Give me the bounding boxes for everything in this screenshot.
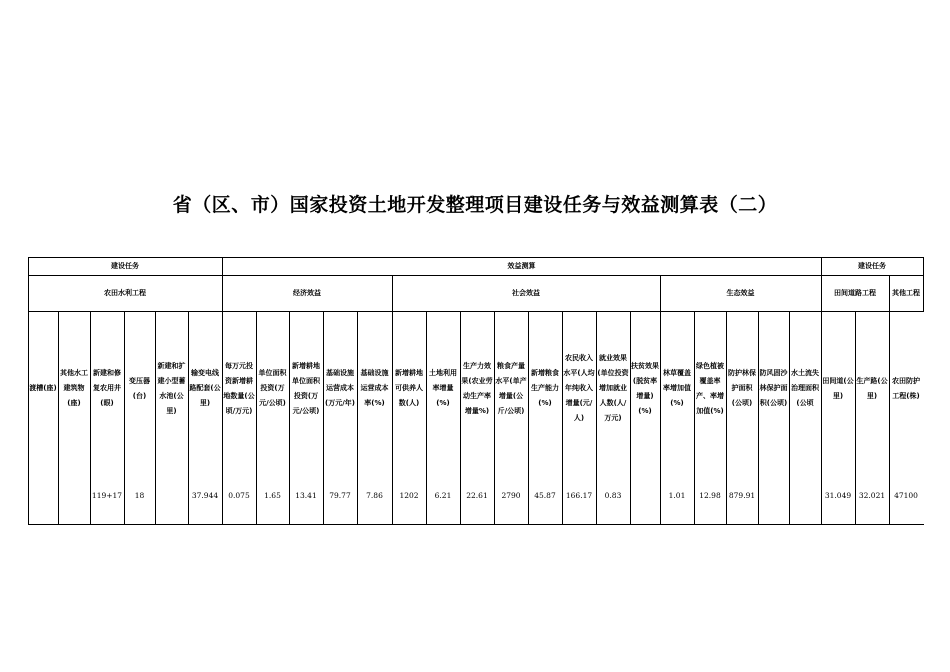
column-value-c25: 31.049 xyxy=(824,490,852,500)
column-value-c9: 13.41 xyxy=(295,490,317,500)
grid-line-column xyxy=(855,311,856,524)
grid-line-group xyxy=(28,275,924,276)
grid-line-column xyxy=(256,311,257,524)
grid-line-column xyxy=(821,311,822,524)
group-irrigation: 农田水利工程 xyxy=(104,288,146,297)
grid-line-column xyxy=(323,311,324,524)
column-value-c26: 32.021 xyxy=(858,490,886,500)
column-header-c19: 扶贫效果(脱贫率增量)(%) xyxy=(631,361,659,415)
grid-line-right xyxy=(923,257,924,311)
grid-line-column xyxy=(124,311,125,524)
grid-line-column xyxy=(889,311,890,524)
column-value-c2 xyxy=(58,466,90,524)
grid-line-column xyxy=(460,311,461,524)
grid-line-column xyxy=(528,311,529,524)
column-header-c6: 输变电线路配套(公里) xyxy=(189,369,221,407)
column-value-c27: 47100 xyxy=(894,490,918,500)
column-header-c13: 土地利用率增量(%) xyxy=(429,369,457,407)
column-value-c20: 1.01 xyxy=(668,490,686,500)
grid-line-column xyxy=(155,311,156,524)
column-header-c15: 粮食产量水平(单产增量(公斤/公顷) xyxy=(495,361,527,415)
column-header-c8: 单位面积投资(万元/公顷) xyxy=(258,369,287,407)
grid-line-column xyxy=(426,311,427,524)
column-header-c11: 基础设施运营成本率(%) xyxy=(360,369,389,407)
grid-line-left xyxy=(28,257,29,524)
column-value-c17: 166.17 xyxy=(565,490,593,500)
grid-line-column xyxy=(596,311,597,524)
column-header-c26: 生产路(公里) xyxy=(856,376,888,400)
column-value-c4: 18 xyxy=(134,490,145,500)
column-header-c3: 新建和修复农用井(眼) xyxy=(93,369,121,407)
page-title: 省（区、市）国家投资土地开发整理项目建设任务与效益测算表（二） xyxy=(172,194,778,216)
grid-line-column xyxy=(630,311,631,524)
column-value-c1 xyxy=(28,466,58,524)
grid-line-column xyxy=(392,311,393,524)
column-header-c12: 新增耕地可供养人数(人) xyxy=(395,369,423,407)
grid-line-column xyxy=(289,311,290,524)
grid-line-column xyxy=(562,311,563,524)
column-value-c3: 119+17 xyxy=(91,490,123,500)
column-header-c2: 其他水工建筑物(座) xyxy=(60,369,88,407)
column-header-c10: 基础设施运营成本(万元/年) xyxy=(325,369,355,407)
column-value-c10: 79.77 xyxy=(329,490,351,500)
group-economic: 经济效益 xyxy=(293,288,321,297)
grid-line-column xyxy=(726,311,727,524)
column-value-c21: 12.98 xyxy=(699,490,721,500)
column-header-c1: 渡槽(座) xyxy=(29,384,57,392)
column-value-c7: 0.075 xyxy=(228,490,250,500)
column-header-c22: 防护林保护面积(公顷) xyxy=(728,369,756,407)
group-road: 田间道路工程 xyxy=(834,288,876,297)
column-header-c18: 就业效果(单位投资增加就业人数(人/万元) xyxy=(597,354,629,422)
grid-line-column xyxy=(660,311,661,524)
column-value-c18: 0.83 xyxy=(604,490,622,500)
column-header-c23: 防风固沙林保护面积(公顷) xyxy=(759,369,788,407)
column-value-c15: 2790 xyxy=(501,490,521,500)
column-value-c23 xyxy=(758,466,789,524)
column-value-c19 xyxy=(630,466,660,524)
grid-line-column xyxy=(58,311,59,524)
group-construction-left: 建设任务 xyxy=(111,261,139,270)
column-value-c22: 879.91 xyxy=(728,490,756,500)
group-ecological: 生态效益 xyxy=(726,288,755,297)
grid-line-top xyxy=(28,257,924,258)
column-value-c24 xyxy=(789,466,821,524)
column-header-c14: 生产力效果(农业劳动生产率增量%) xyxy=(461,361,493,415)
group-construction-right: 建设任务 xyxy=(858,261,886,270)
column-value-c12: 1202 xyxy=(399,490,419,500)
column-header-c16: 新增粮食生产能力(%) xyxy=(531,369,559,407)
column-value-c5 xyxy=(155,466,188,524)
column-value-c16: 45.87 xyxy=(534,490,556,500)
column-value-c8: 1.65 xyxy=(264,490,281,500)
grid-line-column xyxy=(494,311,495,524)
grid-line-column xyxy=(188,311,189,524)
group-other: 其他工程 xyxy=(892,288,920,297)
column-header-c24: 水土流失治理面积(公顷 xyxy=(791,369,819,407)
column-header-c17: 农民收入水平(人均年纯收入增量(元/人) xyxy=(563,354,595,422)
column-header-c25: 田间道(公里) xyxy=(822,376,854,400)
column-value-c6: 37.944 xyxy=(191,490,219,500)
column-header-c21: 绿色植被覆盖率产、率增加值(%) xyxy=(696,361,724,415)
column-header-c9: 新增耕地单位面积投资(万元/公顷) xyxy=(292,361,320,415)
grid-line-column xyxy=(694,311,695,524)
grid-line-bottom xyxy=(28,524,924,525)
column-header-c7: 每万元投资新增耕地数量(公顷/万元) xyxy=(223,361,255,415)
column-value-c11: 7.86 xyxy=(366,490,383,500)
column-value-c13: 6.21 xyxy=(434,490,452,500)
grid-line-column xyxy=(90,311,91,524)
group-benefit: 效益测算 xyxy=(507,261,536,270)
column-value-c14: 22.61 xyxy=(466,490,488,500)
column-header-c5: 新建和扩建小型蓄水池(公里) xyxy=(157,361,186,415)
group-social: 社会效益 xyxy=(512,288,540,297)
grid-line-column xyxy=(357,311,358,524)
column-header-c27: 农田防护工程(株) xyxy=(892,376,920,400)
grid-line-column xyxy=(222,311,223,524)
column-header-c4: 变压器(台) xyxy=(129,376,150,400)
grid-line-column xyxy=(758,311,759,524)
column-header-c20: 林草覆盖率增加值(%) xyxy=(663,369,691,407)
grid-line-column xyxy=(789,311,790,524)
